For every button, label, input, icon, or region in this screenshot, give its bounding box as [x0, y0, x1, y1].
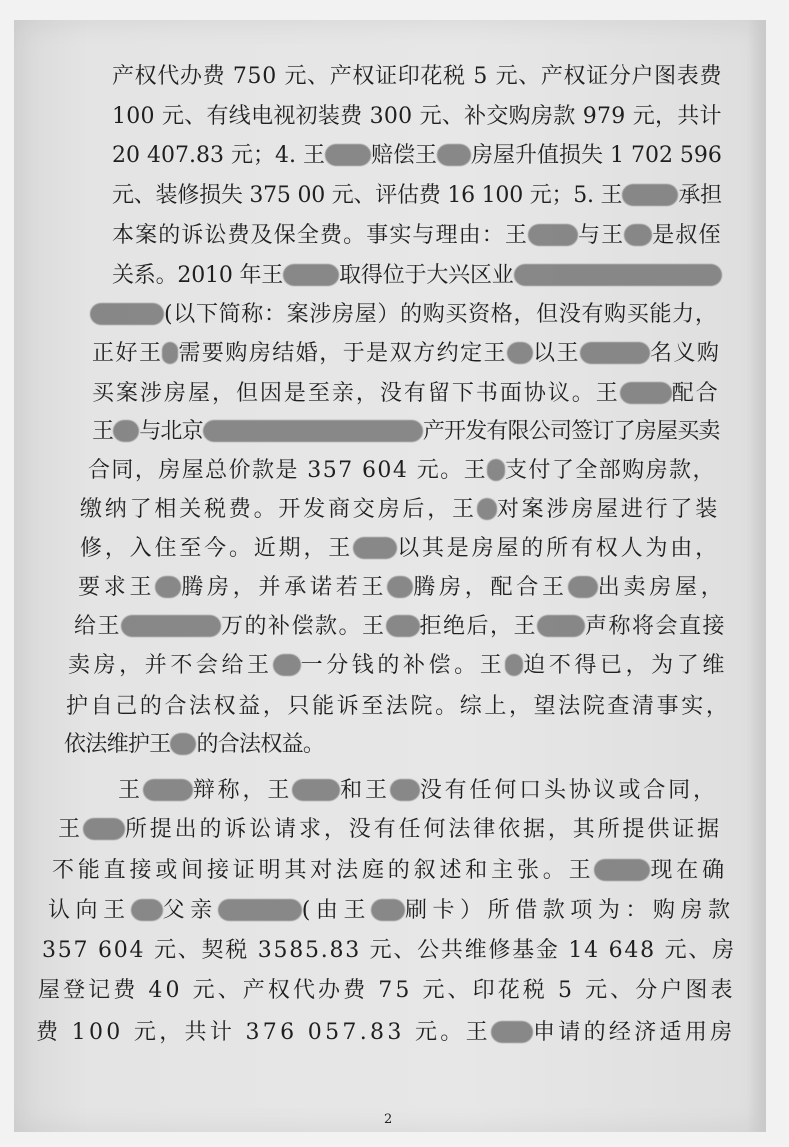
text-segment: 给王 [74, 614, 122, 639]
paragraph1-line-13 [80, 534, 720, 564]
paragraph1-line-17 [66, 692, 730, 722]
redaction-block [155, 576, 181, 598]
paragraph2-line-3 [52, 856, 728, 886]
text-segment: 取得位于大兴区业 [339, 263, 514, 288]
text-segment: 承担 [678, 183, 722, 208]
text-segment: 所提出的诉讼请求，没有任何法律依据，其所提供证据 [124, 817, 723, 842]
paragraph1-line-3 [112, 141, 722, 171]
text-segment: 王 [118, 778, 143, 803]
redaction-block [283, 264, 339, 286]
text-segment: 王 [92, 419, 114, 444]
text-segment: 申请的经济适用房 [532, 1020, 736, 1045]
redaction-block [624, 224, 652, 246]
paragraph1-line-11 [88, 456, 716, 486]
redaction-block [580, 342, 650, 364]
text-segment: 依法维护王 [64, 732, 171, 757]
text-segment: 100 元、有线电视初装费 300 元、补交购房款 979 元，共计 [112, 104, 722, 129]
text-segment: 357 604 元、契税 3585.83 元、公共维修基金 14 648 元、房 [42, 938, 736, 963]
text-segment: 的合法权益。 [196, 732, 325, 757]
redaction-block [507, 342, 533, 364]
paragraph2-line-7 [36, 1018, 736, 1048]
text-segment: 关系。2010 年王 [112, 263, 284, 288]
text-segment: 刷卡）所借款项为：购房款 [405, 898, 736, 923]
redaction-block [386, 615, 420, 637]
text-segment: 认向王 [48, 898, 131, 923]
paragraph1-line-4 [112, 181, 722, 211]
text-segment: (由王 [301, 898, 371, 923]
text-segment: 王 [58, 817, 83, 842]
paragraph2-line-2 [58, 815, 722, 845]
text-segment: 现在确 [650, 858, 728, 883]
text-segment: 以王 [533, 341, 580, 366]
paragraph2-line-5 [42, 936, 736, 966]
text-segment: 20 407.83 元；4. 王 [112, 143, 325, 168]
text-segment: 买案涉房屋，但因是至亲，没有留下书面协议。王 [92, 381, 620, 406]
redaction-block [83, 818, 125, 840]
redaction-block [143, 779, 193, 801]
redaction-block [437, 144, 471, 166]
page-edge-shadow [748, 20, 766, 1132]
text-segment: 没有任何口头协议或合同， [419, 778, 718, 803]
text-segment: 与王 [577, 223, 625, 248]
redaction-block [594, 859, 650, 881]
text-segment: 迫不得已，为了维 [523, 653, 728, 678]
redaction-block [162, 342, 178, 364]
text-segment: 卖房，并不会给王 [68, 653, 273, 678]
text-segment: 合同，房屋总价款是 357 604 元。王 [88, 458, 487, 483]
redaction-block [113, 420, 139, 442]
redaction-block [537, 615, 585, 637]
paragraph1-line-16 [68, 651, 728, 681]
text-segment: 对案涉房屋进行了装 [496, 497, 721, 522]
redaction-block [568, 576, 598, 598]
redaction-block [622, 184, 678, 206]
text-segment: 拒绝后，王 [419, 614, 538, 639]
redaction-block [90, 303, 164, 325]
redaction-block [477, 498, 497, 520]
text-segment: 不能直接或间接证明其对法庭的叙述和主张。王 [52, 858, 595, 883]
text-segment: 腾房，并承诺若王 [181, 575, 388, 600]
redaction-block [353, 537, 397, 559]
text-segment: 缴纳了相关税费。开发商交房后，王 [80, 497, 477, 522]
paragraph2-line-1 [118, 776, 718, 806]
paragraph1-line-6 [112, 261, 722, 291]
text-segment: 一分钱的补偿。王 [300, 653, 506, 678]
redaction-block [390, 779, 420, 801]
redaction-block [528, 224, 578, 246]
paragraph1-line-18 [64, 730, 324, 760]
redaction-block [325, 144, 371, 166]
text-segment: 名义购 [649, 341, 721, 366]
text-segment: 万的补偿款。王 [221, 614, 386, 639]
text-segment: (以下简称：案涉房屋）的购买资格，但没有购买能力， [164, 302, 718, 327]
text-segment: 父亲 [162, 898, 218, 923]
text-segment: 元、装修损失 375 00 元、评估费 16 100 元；5. 王 [112, 183, 623, 208]
text-segment: 与北京 [139, 419, 203, 444]
text-segment: 辩称，王 [192, 778, 293, 803]
text-segment: 正好王 [92, 341, 163, 366]
redaction-block [371, 899, 405, 921]
paragraph1-line-10 [92, 417, 720, 447]
text-segment: 是叔侄 [652, 223, 722, 248]
text-segment: 护自己的合法权益，只能诉至法院。综上，望法院查清事实， [66, 694, 731, 719]
redaction-block [620, 382, 672, 404]
redaction-block [170, 733, 196, 755]
redaction-block [505, 654, 523, 676]
redaction-block [387, 576, 413, 598]
redaction-block [131, 899, 163, 921]
page-number: 2 [384, 1112, 393, 1127]
redaction-block [491, 1021, 533, 1043]
paragraph1-line-5 [112, 221, 722, 251]
paragraph1-line-15 [74, 612, 726, 642]
text-segment: 以其是房屋的所有权人为由， [397, 536, 720, 561]
text-segment: 屋登记费 40 元、产权代办费 75 元、印花税 5 元、分户图表 [38, 978, 736, 1003]
text-segment: 和王 [340, 778, 390, 803]
redaction-block [121, 615, 221, 637]
text-segment: 房屋升值损失 1 702 596 [470, 143, 722, 168]
redaction-block [203, 420, 423, 442]
text-segment: 本案的诉讼费及保全费。事实与理由：王 [112, 223, 528, 248]
redaction-block [487, 459, 505, 481]
redaction-block [292, 779, 340, 801]
paragraph1-line-7 [90, 300, 718, 330]
paragraph1-line-9 [92, 379, 720, 409]
text-segment: 产开发有限公司签订了房屋买卖 [422, 419, 720, 444]
text-segment: 赔偿王 [370, 143, 437, 168]
text-segment: 修，入住至今。近期，王 [80, 536, 354, 561]
text-segment: 配合 [671, 381, 720, 406]
paragraph1-line-1 [112, 62, 722, 92]
paragraph2-line-6 [38, 976, 736, 1006]
text-segment: 费 100 元，共计 376 057.83 元。王 [36, 1020, 491, 1045]
text-segment: 支付了全部购房款， [505, 458, 716, 483]
text-segment: 出卖房屋， [597, 575, 727, 600]
text-segment: 声称将会直接 [585, 614, 727, 639]
paragraph1-line-14 [78, 573, 727, 603]
text-segment: 腾房，配合王 [413, 575, 568, 600]
paragraph1-line-8 [92, 339, 720, 369]
redaction-block [218, 899, 302, 921]
text-segment: 产权代办费 750 元、产权证印花税 5 元、产权证分户图表费 [112, 64, 723, 89]
paragraph1-line-2 [112, 102, 722, 132]
redaction-block [514, 264, 722, 286]
paragraph2-line-4 [48, 896, 736, 926]
text-segment: 要求王 [78, 575, 156, 600]
paragraph1-line-12 [80, 495, 720, 525]
redaction-block [273, 654, 301, 676]
text-segment: 需要购房结婚，于是双方约定王 [178, 341, 508, 366]
